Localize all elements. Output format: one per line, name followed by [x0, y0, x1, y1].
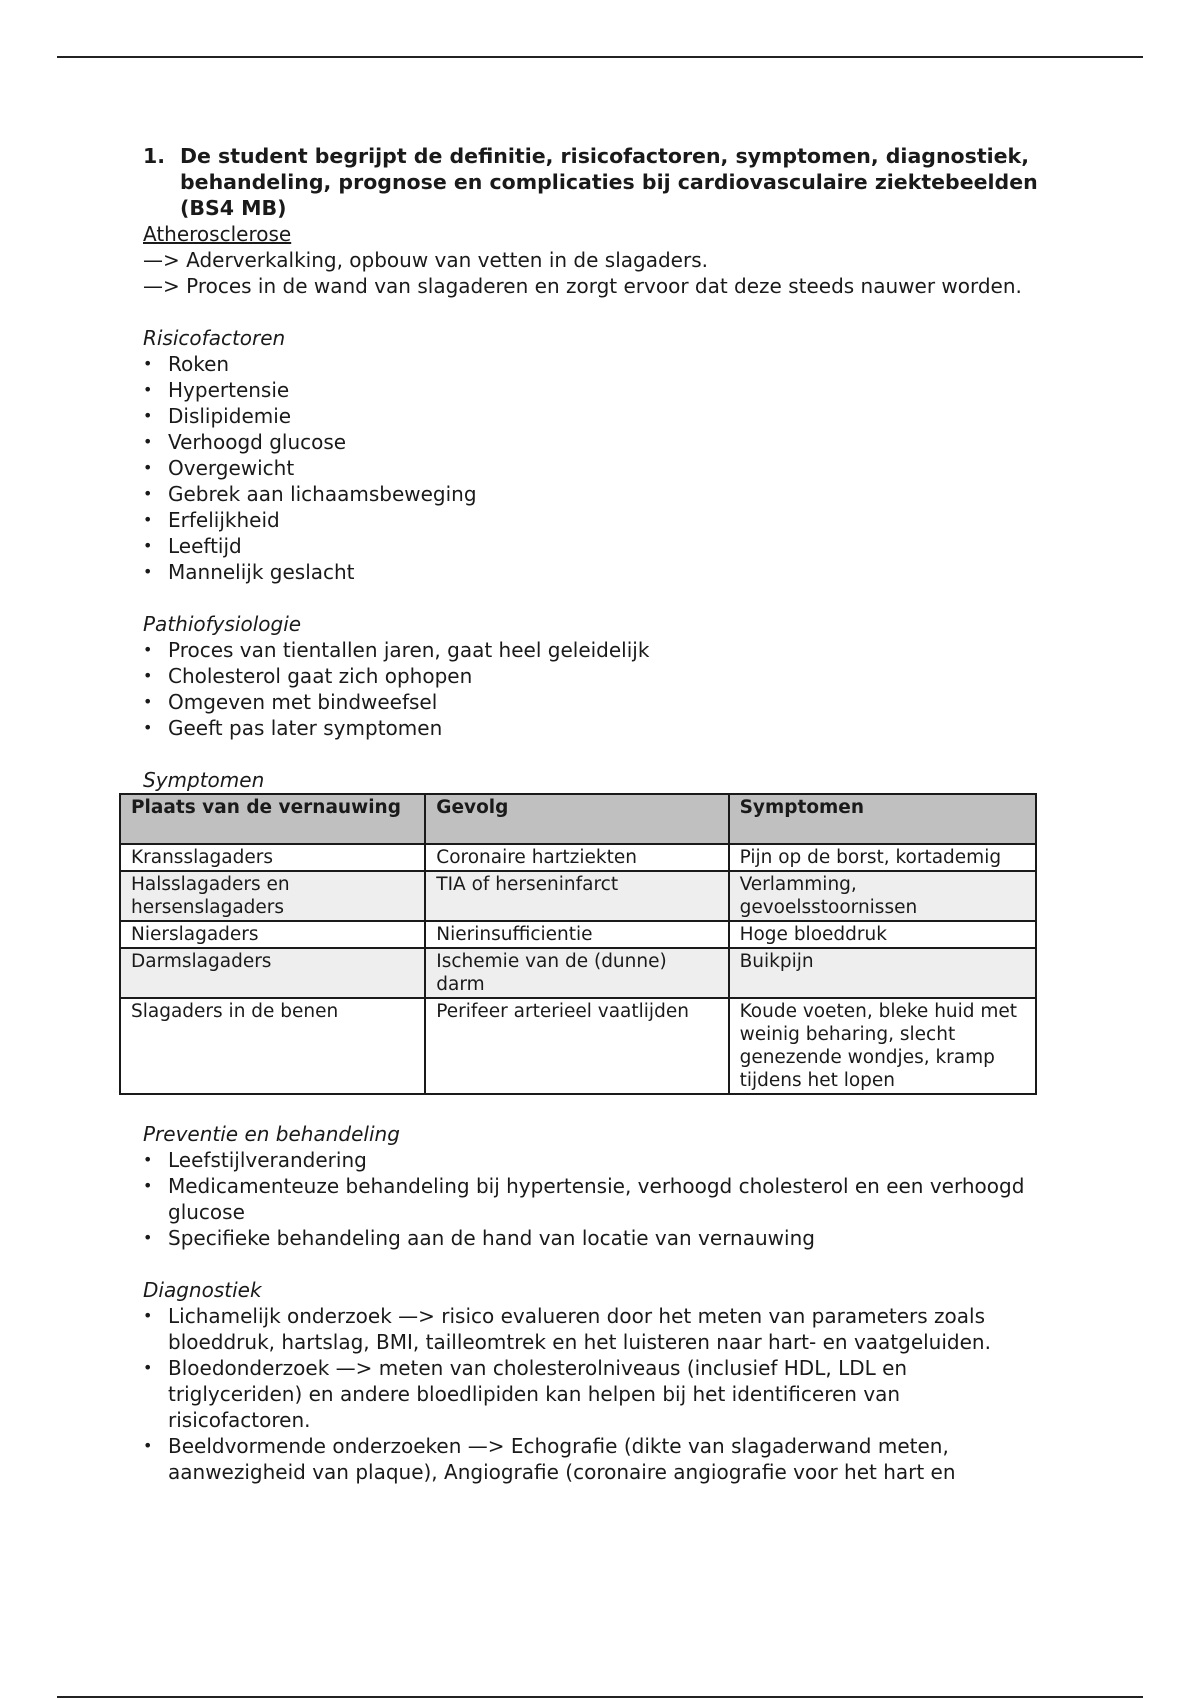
diagnostics-list — [143, 1303, 1043, 1485]
table-cell: Ischemie van de (dunne) darm — [425, 948, 728, 998]
table-cell: Perifeer arterieel vaatlijden — [425, 998, 728, 1094]
table-cell: Darmslagaders — [120, 948, 425, 998]
table-row — [120, 844, 1036, 871]
list-item: • Erfelijkheid — [143, 507, 1043, 533]
table-cell: Nierslagaders — [120, 921, 425, 948]
table-row — [120, 948, 1036, 998]
symptoms-title: Symptomen — [143, 768, 265, 792]
list-item: • Dislipidemie — [143, 403, 1043, 429]
table-row — [120, 871, 1036, 921]
table-cell: Hoge bloeddruk — [729, 921, 1036, 948]
list-item: • Specifieke behandeling aan de hand van locatie van vernauwing — [143, 1225, 1043, 1251]
pathophysiology-list — [143, 637, 1043, 741]
table-cell: Kransslagaders — [120, 844, 425, 871]
footer-rule — [57, 1696, 1143, 1698]
list-item: • Hypertensie — [143, 377, 1043, 403]
list-item: • Overgewicht — [143, 455, 1043, 481]
intro-line-2: —> Proces in de wand van slagaderen en zorgt ervoor dat deze steeds nauwer worden. — [143, 274, 1022, 298]
subject-title: Atherosclerose — [143, 222, 292, 246]
table-cell: Slagaders in de benen — [120, 998, 425, 1094]
list-item: • Omgeven met bindweefsel — [143, 689, 1043, 715]
learning-goal-heading — [143, 143, 1043, 221]
list-item: • Roken — [143, 351, 1043, 377]
table-cell: TIA of herseninfarct — [425, 871, 728, 921]
column-header: Symptomen — [729, 794, 1036, 844]
list-item: • Leefstijlverandering — [143, 1147, 1043, 1173]
risk-factors-list — [143, 351, 1043, 585]
list-item: • Gebrek aan lichaamsbeweging — [143, 481, 1043, 507]
heading-text: De student begrijpt de definitie, risicofactoren, symptomen, diagnostiek, behandeling, prognose en complicaties bij cardiovasculaire ziektebeelden (BS4 MB) — [180, 144, 1038, 220]
list-item: • Geeft pas later symptomen — [143, 715, 1043, 741]
table-row — [120, 921, 1036, 948]
table-cell: Pijn op de borst, kortademig — [729, 844, 1036, 871]
prevention-title: Preventie en behandeling — [143, 1122, 400, 1146]
list-item: • Verhoogd glucose — [143, 429, 1043, 455]
table-cell: Verlamming, gevoelsstoornissen — [729, 871, 1036, 921]
list-item: • Proces van tientallen jaren, gaat heel geleidelijk — [143, 637, 1043, 663]
table-cell: Buikpijn — [729, 948, 1036, 998]
column-header: Plaats van de vernauwing — [120, 794, 425, 844]
table-cell: Nierinsufficientie — [425, 921, 728, 948]
intro-line-1: —> Aderverkalking, opbouw van vetten in de slagaders. — [143, 248, 708, 272]
table-header-row — [120, 794, 1036, 844]
symptoms-table — [119, 793, 1037, 1095]
risk-factors-title: Risicofactoren — [143, 326, 286, 350]
list-item: • Cholesterol gaat zich ophopen — [143, 663, 1043, 689]
table-cell: Coronaire hartziekten — [425, 844, 728, 871]
table-cell: Koude voeten, bleke huid met weinig beharing, slecht genezende wondjes, kramp tijdens het lopen — [729, 998, 1036, 1094]
document-body — [131, 143, 1043, 1485]
table-row — [120, 998, 1036, 1094]
column-header: Gevolg — [425, 794, 728, 844]
pathophysiology-title: Pathiofysiologie — [143, 612, 302, 636]
list-item: • Bloedonderzoek —> meten van cholesterolniveaus (inclusief HDL, LDL en triglyceriden) en andere bloedlipiden kan helpen bij het identificeren van risicofactoren. — [143, 1355, 1043, 1433]
list-item: • Beeldvormende onderzoeken —> Echografie (dikte van slagaderwand meten, aanwezigheid van plaque), Angiografie (coronaire angiografie voor het hart en — [143, 1433, 1043, 1485]
list-item: • Medicamenteuze behandeling bij hypertensie, verhoogd cholesterol en een verhoogd glucose — [143, 1173, 1043, 1225]
heading-number: 1. — [143, 144, 166, 168]
table-cell: Halsslagaders en hersenslagaders — [120, 871, 425, 921]
header-rule — [57, 56, 1143, 58]
list-item: • Mannelijk geslacht — [143, 559, 1043, 585]
list-item: • Lichamelijk onderzoek —> risico evalueren door het meten van parameters zoals bloeddruk, hartslag, BMI, tailleomtrek en het luisteren naar hart- en vaatgeluiden. — [143, 1303, 1043, 1355]
diagnostics-title: Diagnostiek — [143, 1278, 262, 1302]
list-item: • Leeftijd — [143, 533, 1043, 559]
prevention-list — [143, 1147, 1043, 1251]
